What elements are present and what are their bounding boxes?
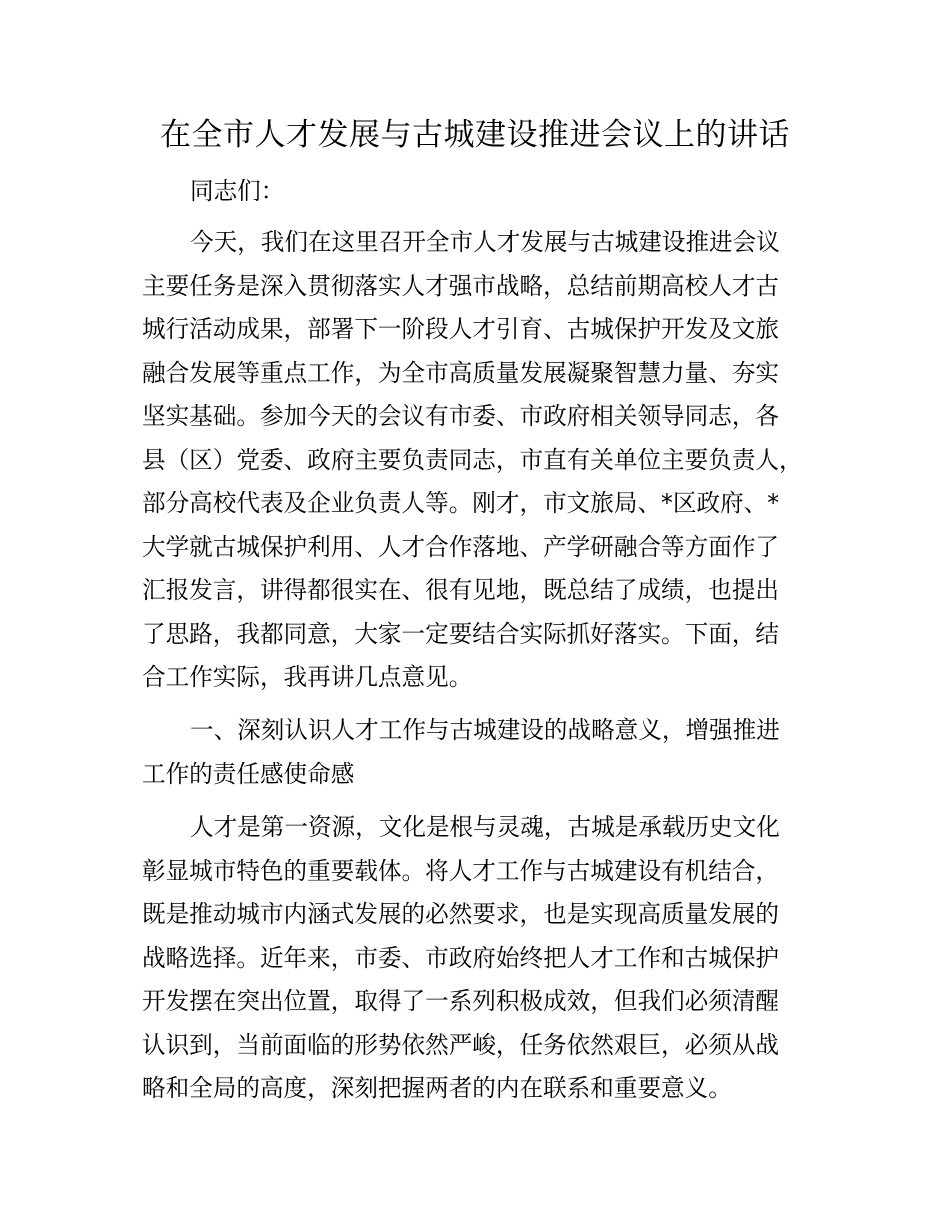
paragraph-2-line-5: 开发摆在突出位置，取得了一系列积极成效，但我们必须清醒 bbox=[142, 987, 780, 1015]
paragraph-2-line-1: 人才是第一资源，文化是根与灵魂，古城是承载历史文化 bbox=[190, 813, 780, 841]
paragraph-1-line-8: 大学就古城保护利用、人才合作落地、产学研融合等方面作了 bbox=[142, 532, 780, 561]
paragraph-1-line-3: 城行活动成果，部署下一阶段人才引育、古城保护开发及文旅 bbox=[142, 315, 780, 343]
paragraph-1-line-9: 汇报发言，讲得都很实在、很有见地，既总结了成绩，也提出 bbox=[142, 576, 780, 604]
paragraph-2-line-6: 认识到，当前面临的形势依然严峻，任务依然艰巨，必须从战 bbox=[142, 1030, 780, 1059]
paragraph-1-line-2: 主要任务是深入贯彻落实人才强市战略，总结前期高校人才古 bbox=[142, 271, 780, 300]
paragraph-1-line-10: 了思路，我都同意，大家一定要结合实际抓好落实。下面，结 bbox=[142, 619, 780, 648]
paragraph-1-line-4: 融合发展等重点工作，为全市高质量发展凝聚智慧力量、夯实 bbox=[142, 358, 780, 387]
paragraph-2-line-7: 略和全局的高度，深刻把握两者的内在联系和重要意义。 bbox=[142, 1074, 732, 1102]
paragraph-2-line-3: 既是推动城市内涵式发展的必然要求，也是实现高质量发展的 bbox=[142, 900, 780, 928]
greeting: 同志们： bbox=[190, 177, 285, 205]
paragraph-2-line-2: 彰显城市特色的重要载体。将人才工作与古城建设有机结合， bbox=[142, 856, 780, 885]
paragraph-1-line-7: 部分高校代表及企业负责人等。刚才，市文旅局、*区政府、* bbox=[142, 489, 780, 517]
paragraph-2-line-4: 战略选择。近年来，市委、市政府始终把人才工作和古城保护 bbox=[142, 943, 780, 972]
heading-1-line-1: 一、深刻认识人才工作与古城建设的战略意义，增强推进 bbox=[190, 716, 780, 744]
heading-1-line-2: 工作的责任感使命感 bbox=[142, 759, 355, 788]
paragraph-1-line-1: 今天，我们在这里召开全市人才发展与古城建设推进会议 bbox=[190, 228, 780, 256]
paragraph-1-line-11: 合工作实际，我再讲几点意见。 bbox=[142, 663, 473, 691]
paragraph-1-line-5: 坚实基础。参加今天的会议有市委、市政府相关领导同志，各 bbox=[142, 402, 780, 430]
paragraph-1-line-6: 县（区）党委、政府主要负责同志，市直有关单位主要负责人， bbox=[142, 445, 803, 474]
document-title: 在全市人才发展与古城建设推进会议上的讲话 bbox=[160, 117, 790, 153]
